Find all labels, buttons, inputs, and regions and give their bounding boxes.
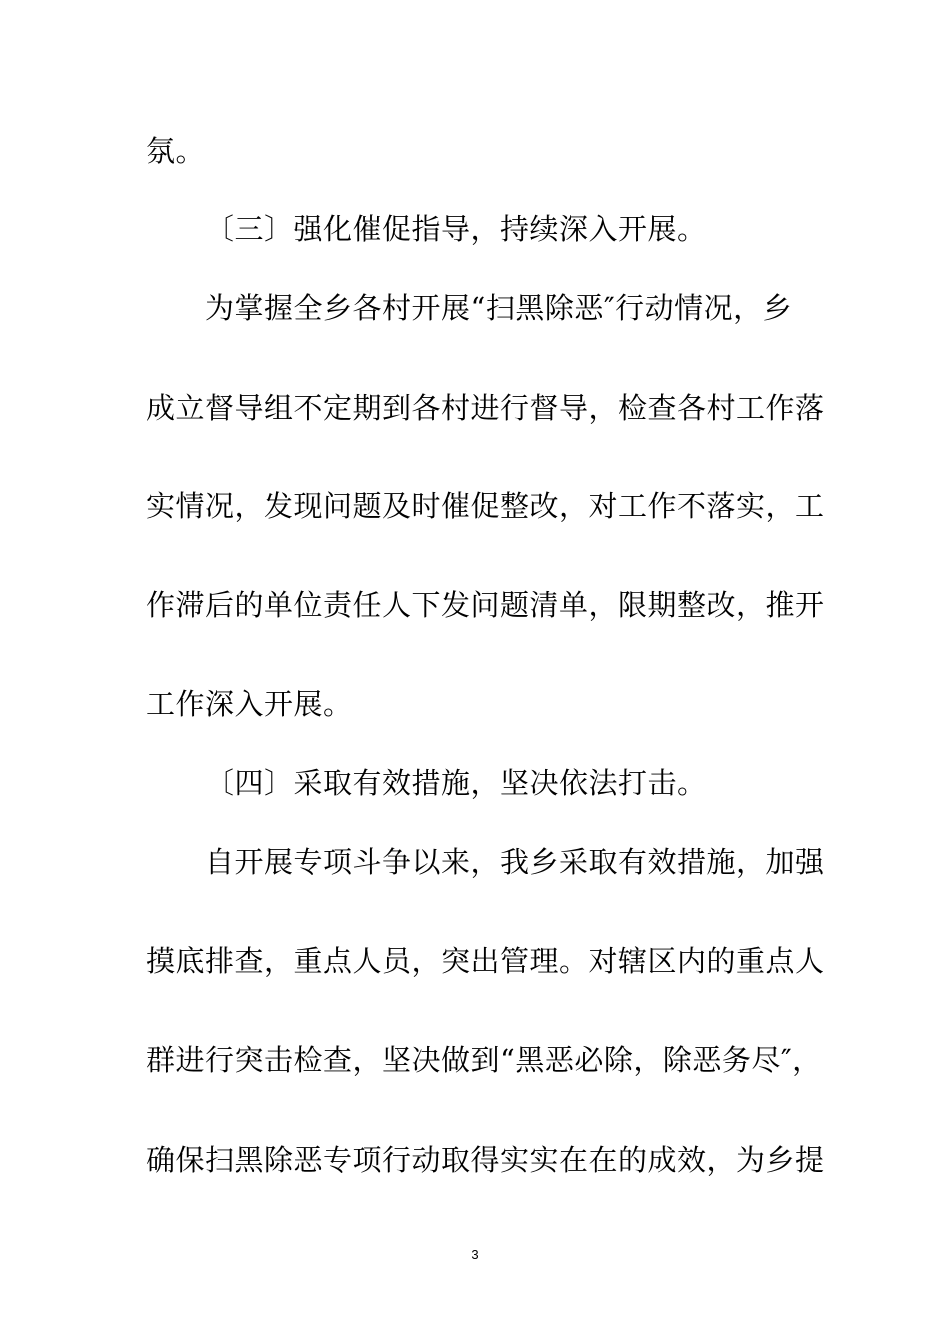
text-line-3: 为掌握全乡各村开展“扫黑除恶″行动情况，乡: [205, 291, 793, 325]
text-line-4: 成立督导组不定期到各村进行督导，检查各村工作落: [146, 391, 825, 425]
text-line-6: 作滞后的单位责任人下发问题清单，限期整改，推开: [146, 588, 825, 622]
text-line-5: 实情况，发现问题及时催促整改，对工作不落实，工: [146, 489, 825, 523]
text-line-12: 确保扫黑除恶专项行动取得实实在在的成效，为乡提: [146, 1143, 825, 1177]
section-heading-3: 〔三〕强化催促指导，持续深入开展。: [205, 212, 707, 246]
text-line-11: 群进行突击检查，坚决做到“黑恶必除，除恶务尽″，: [146, 1043, 822, 1077]
section-heading-4: 〔四〕采取有效措施，坚决依法打击。: [205, 766, 707, 800]
page-number: 3: [471, 1247, 479, 1262]
text-line-1: 氛。: [146, 134, 206, 168]
text-line-9: 自开展专项斗争以来，我乡采取有效措施，加强: [205, 845, 825, 879]
text-line-7: 工作深入开展。: [146, 687, 353, 721]
text-line-10: 摸底排查，重点人员，突出管理。对辖区内的重点人: [146, 944, 825, 978]
